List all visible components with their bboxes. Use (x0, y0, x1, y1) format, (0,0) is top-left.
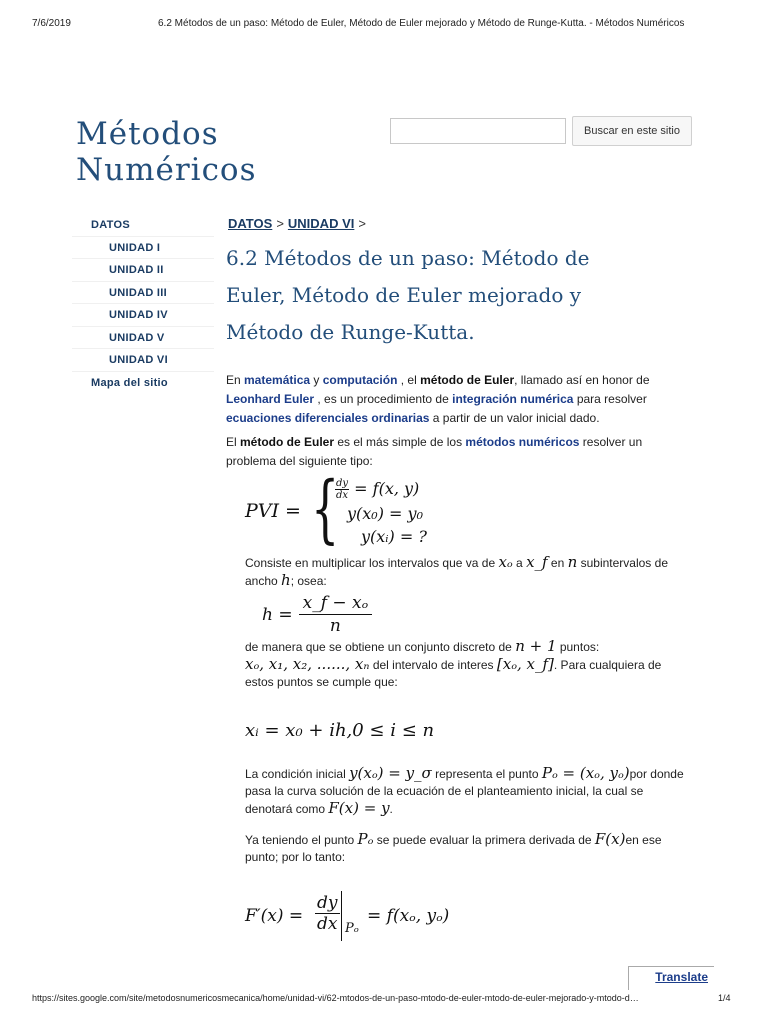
math-point-po: Pₒ = (xₒ, yₒ) (541, 764, 630, 782)
fraction-num: dy (317, 893, 338, 913)
print-page-number: 1/4 (718, 993, 731, 1003)
link-matematica[interactable]: matemática (244, 373, 311, 387)
link-leonhard-euler[interactable]: Leonhard Euler (226, 392, 315, 406)
fraction-den: n (329, 616, 341, 636)
interval-paragraph (245, 554, 685, 590)
dy-dx-fraction (335, 478, 349, 501)
math-po: Pₒ (357, 830, 374, 848)
points-paragraph (245, 638, 685, 691)
text: y (310, 373, 323, 387)
sidebar-item-unidad-v[interactable]: UNIDAD V (72, 327, 214, 350)
link-integracion-numerica[interactable]: integración numérica (452, 392, 574, 406)
sidebar-item-unidad-iv[interactable]: UNIDAD IV (72, 304, 214, 327)
text: resolver un problema del siguiente tipo: (226, 435, 643, 468)
pvi-brace: { (311, 466, 340, 552)
search-input[interactable] (390, 118, 566, 144)
site-title-line1: Métodos (76, 116, 219, 152)
math-fx: F(x) (594, 830, 626, 848)
math-point-list: xₒ, x₁, x₂, ......, xₙ (245, 655, 370, 673)
text: de manera que se obtiene un conjunto discreto de (245, 640, 516, 654)
h-formula-fraction (299, 592, 373, 637)
text: Ya teniendo el punto (245, 833, 358, 847)
xi-formula: xᵢ = x₀ + ih,0 ≤ i ≤ n (245, 720, 435, 741)
euler-paragraph (226, 433, 666, 471)
text: en ese punto; por lo tanto: (245, 833, 662, 864)
link-computacion[interactable]: computación (322, 373, 398, 387)
text: Consiste en multiplicar los intervalos que va de (245, 556, 499, 570)
math-fx-equals-y: F(x) = y (328, 799, 390, 817)
math-interval: [xₒ, x_f] (496, 655, 554, 673)
text: , llamado así en honor de (514, 373, 650, 387)
text: es el más simple de los (334, 435, 466, 449)
math-xo: xₒ (498, 553, 513, 571)
text: , el (397, 373, 421, 387)
text: puntos: (556, 640, 600, 654)
translate-link[interactable]: Translate (655, 970, 708, 984)
sidebar-item-unidad-ii[interactable]: UNIDAD II (72, 259, 214, 282)
fraction-den: dx (336, 490, 349, 501)
print-header (0, 18, 768, 32)
breadcrumb (228, 216, 370, 231)
text: representa el punto (431, 767, 542, 781)
intro-paragraph (226, 371, 666, 428)
derivative-paragraph (245, 831, 685, 866)
link-metodos-numericos[interactable]: métodos numéricos (465, 435, 580, 449)
text: por donde pasa la curva solución de la ecuación de el planteamiento inicial, la cual se denotará como (245, 767, 684, 816)
sidebar-item-unidad-i[interactable]: UNIDAD I (72, 237, 214, 260)
text: a partir de un valor inicial dado. (429, 411, 600, 425)
fraction-num: dy (336, 478, 349, 489)
text: ; osea: (290, 574, 327, 588)
print-footer (0, 993, 768, 1007)
pvi-row-1-text: = f(x, y) (354, 479, 420, 498)
print-date: 7/6/2019 (32, 18, 71, 29)
sidebar-item-datos[interactable]: DATOS (72, 214, 214, 237)
math-n-plus-1: n + 1 (515, 637, 557, 655)
breadcrumb-link-datos[interactable]: DATOS (228, 216, 273, 231)
text: El (226, 435, 241, 449)
search-button[interactable]: Buscar en este sitio (572, 116, 692, 146)
pvi-row-3: y(xᵢ) = ? (361, 527, 427, 546)
bold-term: método de Euler (240, 435, 335, 449)
translate-widget (628, 966, 714, 990)
h-formula-lhs: h = (262, 604, 293, 625)
math-xf: x_f (526, 553, 548, 571)
pvi-row-2: y(x₀) = y₀ (347, 504, 423, 523)
site-title-line2: Numéricos (76, 152, 257, 188)
pvi-lhs: PVI = (245, 500, 301, 522)
breadcrumb-link-unidad-vi[interactable]: UNIDAD VI (287, 216, 355, 231)
text: En (226, 373, 245, 387)
site-title[interactable] (76, 116, 257, 188)
text: La condición inicial (245, 767, 350, 781)
fraction-num: x_f − xₒ (299, 592, 373, 615)
text: del intervalo de interes (369, 658, 497, 672)
pvi-row-1 (335, 478, 419, 501)
derivative-lhs: F′(x) = (245, 906, 304, 926)
text: en (547, 556, 568, 570)
math-initial-condition: y(xₒ) = y_σ (349, 764, 432, 782)
breadcrumb-separator: > (276, 216, 284, 231)
initial-condition-paragraph (245, 765, 685, 818)
text: para resolver (573, 392, 647, 406)
text: . (389, 802, 393, 816)
link-ecuaciones-diferenciales[interactable]: ecuaciones diferenciales ordinarias (226, 411, 430, 425)
sidebar-item-unidad-iii[interactable]: UNIDAD III (72, 282, 214, 305)
page-title: 6.2 Métodos de un paso: Método de Euler, Método de Euler mejorado y Método de Runge-Kutta. (226, 246, 590, 344)
text: se puede evaluar la primera derivada de (373, 833, 595, 847)
breadcrumb-separator: > (358, 216, 366, 231)
math-n: n (567, 553, 578, 571)
sidebar-item-sitemap[interactable]: Mapa del sitio (91, 376, 168, 389)
bold-term: método de Euler (420, 373, 515, 387)
h-formula (262, 592, 372, 637)
text: a (512, 556, 527, 570)
evaluation-bar (341, 891, 342, 941)
print-document-title: 6.2 Métodos de un paso: Método de Euler, Método de Euler mejorado y Método de Runge-Kutta. - Métodos Numéricos (158, 18, 685, 29)
derivative-fraction (315, 893, 340, 934)
text: . Para cualquiera de estos puntos se cumple que: (245, 658, 662, 689)
math-h: h (281, 571, 291, 589)
print-url: https://sites.google.com/site/metodosnumericosmecanica/home/unidad-vi/62-mtodos-de-un-paso-mtodo-de-euler-mtodo-de-euler-mejorado-y-mtodo-d… (32, 993, 639, 1003)
fraction-den: dx (317, 914, 338, 934)
pvi-equation (245, 466, 465, 552)
text: subintervalos de ancho (245, 556, 668, 588)
text: , es un procedimiento de (314, 392, 453, 406)
sidebar-nav (72, 214, 214, 394)
derivative-subscript: Pₒ (345, 921, 359, 936)
derivative-rhs: = f(xₒ, yₒ) (367, 906, 450, 926)
sidebar-item-unidad-vi[interactable]: UNIDAD VI (72, 349, 214, 372)
